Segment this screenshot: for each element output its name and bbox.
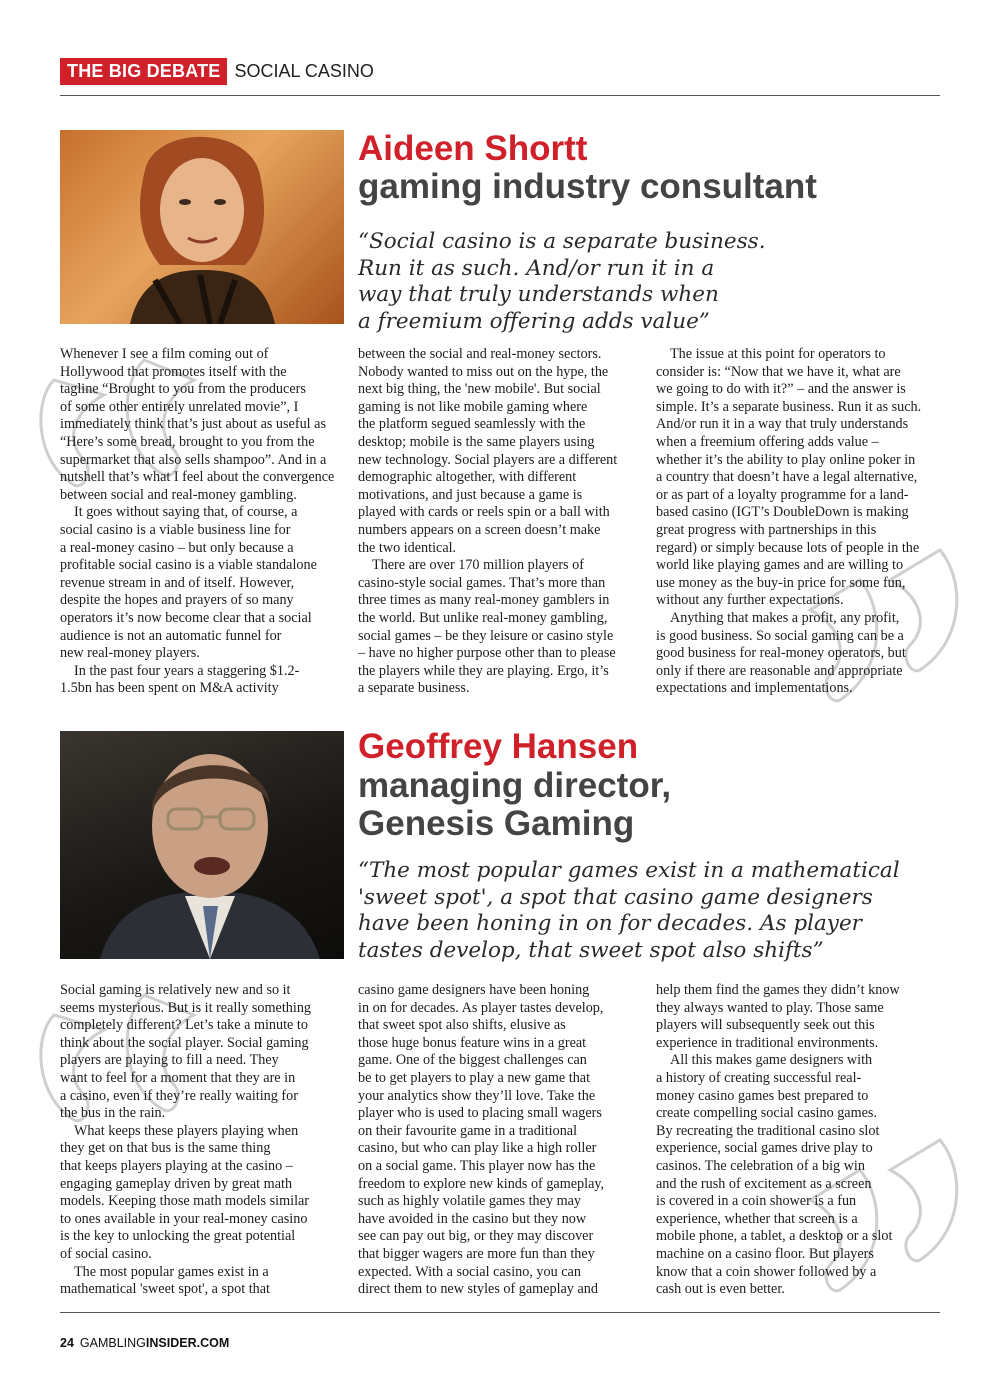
text-line: a separate business. (358, 680, 470, 697)
text-line: The issue at this point for operators to (670, 346, 886, 362)
text-line: consider is: “Now that we have it, what are (656, 363, 901, 380)
pull-quote-line: a freemium offering adds value” (358, 308, 710, 334)
text-line: “Here’s some bread, brought to you from the (60, 433, 315, 450)
text-line: have avoided in the casino but they now (358, 1210, 587, 1227)
text-line: based casino (IGT’s DoubleDown is making (656, 504, 909, 521)
pull-quote-line: “Social casino is a separate business. (358, 229, 766, 254)
text-line: experience, whether that screen is a (656, 1210, 858, 1227)
text-line: By recreating the traditional casino slot (656, 1122, 880, 1139)
text-line: desktop; mobile is the same players using (358, 433, 595, 450)
text-line: profitable social casino is a viable standalone (60, 557, 317, 574)
text-line: new technology. Social players are a different (358, 451, 618, 468)
text-line: without any further expectations. (656, 592, 844, 609)
text-line: a history of creating successful real- (656, 1069, 862, 1086)
text-line: Hollywood that promotes itself with the (60, 363, 287, 380)
text-line: despite the hopes and prayers of so many (60, 592, 294, 609)
text-line: when a freemium offering adds value – (656, 433, 879, 450)
text-line: direct them to new styles of gameplay and (358, 1281, 598, 1298)
text-line: numbers appears on a screen doesn’t make (358, 521, 601, 538)
pull-quote-2 (358, 858, 900, 964)
text-line: great progress with partnerships in this (656, 521, 877, 538)
text-line: your analytics show they’ll love. Take the (358, 1087, 596, 1104)
profile-role-line: managing director, (358, 766, 672, 805)
profile-role-1 (358, 168, 817, 206)
pull-quote-line: have been honing in on for decades. As player (358, 911, 862, 936)
section-header (60, 56, 374, 86)
text-line: a real-money casino – but only because a (60, 539, 294, 556)
text-line: Social gaming is relatively new and so it (60, 982, 291, 998)
text-line: Whenever I see a film coming out of (60, 346, 269, 362)
text-line: Nobody wanted to miss out on the hype, the (358, 363, 609, 380)
text-line: that keeps players playing at the casino – (60, 1157, 293, 1174)
text-line: And/or run it in a way that truly understands (656, 416, 909, 433)
text-line: whether it’s the ability to play online poker in (656, 451, 916, 468)
text-line: motivations, and just because a game is (358, 486, 583, 503)
text-line: help them find the games they didn’t know (656, 982, 900, 998)
text-line: that sweet spot also shifts, elusive as (358, 1017, 566, 1034)
header-rule (60, 95, 940, 96)
text-line: experience in traditional environments. (656, 1034, 879, 1051)
text-line: machine on a casino floor. But players (656, 1245, 874, 1262)
text-line: social casino is a viable business line for (60, 521, 291, 538)
text-line: What keeps these players playing when (74, 1122, 299, 1139)
text-line: money casino games best prepared to (656, 1087, 869, 1104)
page-number: 24 (60, 1336, 74, 1350)
pull-quote-line: tastes develop, that sweet spot also shifts” (358, 937, 824, 963)
text-line: want to feel for a moment that they are in (60, 1069, 296, 1086)
site-name-part-a: GAMBLING (79, 1336, 146, 1350)
text-line: completely different? Let’s take a minute to (60, 1017, 308, 1034)
text-line: be to get players to play a new game that (358, 1069, 591, 1086)
text-line: There are over 170 million players of (372, 557, 584, 574)
text-line: cash out is even better. (656, 1281, 785, 1298)
article-2-column-3 (656, 982, 946, 1299)
text-line: immediately think that’s just about as useful as (60, 416, 326, 433)
text-line: the world. But unlike real-money gambling, (358, 609, 608, 626)
text-line: mobile phone, a tablet, a desktop or a slot (656, 1228, 893, 1245)
text-line: players are playing to fill a need. They (60, 1052, 279, 1069)
text-line: Anything that makes a profit, any profit, (670, 609, 900, 626)
text-line: models. Keeping those math models similar (60, 1193, 310, 1210)
text-line: is good business. So social gaming can be a (656, 627, 904, 644)
text-line: a country that doesn’t have a legal alternative, (656, 469, 918, 486)
profile-role-2 (358, 767, 671, 843)
text-line: The most popular games exist in a (74, 1263, 269, 1280)
text-line: the platform segued seamlessly with the (358, 416, 586, 433)
article-2-column-2 (358, 982, 648, 1299)
article-1-column-1 (60, 346, 350, 698)
text-line: on their favourite game in a traditional (358, 1122, 578, 1139)
text-line: players will subsequently seek out this (656, 1017, 875, 1034)
text-line: 1.5bn has been spent on M&A activity (60, 680, 279, 697)
text-line: played with cards or reels spin or a ball with (358, 504, 610, 521)
profile-role-line: gaming industry consultant (358, 167, 817, 206)
text-line: of some other entirely unrelated movie”, I (60, 398, 299, 415)
text-line: next big thing, the 'new mobile'. But social (358, 381, 601, 398)
pull-quote-line: 'sweet spot', a spot that casino game designers (358, 884, 873, 910)
text-line: demographic altogether, with different (358, 469, 577, 486)
text-line: world like playing games and are willing to (656, 557, 904, 574)
text-line: in on for decades. As player tastes develop, (358, 999, 604, 1016)
site-name-part-c: .COM (196, 1336, 230, 1350)
text-line: create compelling social casino games. (656, 1105, 878, 1122)
text-line: the players while they are playing. Ergo, it’s (358, 662, 609, 679)
text-line: expected. With a social casino, you can (358, 1263, 581, 1280)
text-line: is covered in a coin shower is a fun (656, 1193, 857, 1210)
profile-name-1: Aideen Shortt (358, 129, 588, 168)
profile-name-2: Geoffrey Hansen (358, 727, 639, 766)
text-line: between social and real-money gambling. (60, 486, 297, 503)
text-line: revenue stream in and of itself. However, (60, 574, 295, 591)
profile-role-line: Genesis Gaming (358, 804, 635, 843)
text-line: casino-style social games. That’s more than (358, 574, 606, 591)
text-line: that bigger wagers are more fun than they (358, 1245, 595, 1262)
text-line: casino game designers have been honing (358, 982, 590, 998)
text-line: is the key to unlocking the great potential (60, 1228, 296, 1245)
text-line: see can pay out big, or they may discover (358, 1228, 594, 1245)
text-line: such as highly volatile games they may (358, 1193, 582, 1210)
text-line: tagline “Brought to you from the producers (60, 381, 306, 398)
text-line: they always wanted to play. Those same (656, 999, 884, 1016)
text-line: engaging gameplay driven by great math (60, 1175, 293, 1192)
text-line: All this makes game designers with (670, 1052, 873, 1069)
pull-quote-line: “The most popular games exist in a mathematical (358, 858, 900, 883)
text-line: only if there are reasonable and appropriate (656, 662, 903, 679)
text-line: seems mysterious. But is it really something (60, 999, 312, 1016)
pull-quote-line: way that truly understands when (358, 282, 719, 307)
footer-rule (60, 1312, 940, 1313)
text-line: new real-money players. (60, 645, 200, 662)
article-1-column-2 (358, 346, 648, 698)
text-line: the two identical. (358, 539, 457, 556)
text-line: regard) or simply because lots of people in the (656, 539, 920, 556)
text-line: nutshell that’s what I feel about the convergence (60, 469, 335, 486)
text-line: good business for real-money operators, but (656, 645, 906, 662)
text-line: It goes without saying that, of course, a (74, 504, 298, 521)
section-label: SOCIAL CASINO (234, 60, 374, 81)
text-line: think about the social player. Social gaming (60, 1034, 309, 1051)
text-line: casino, but who can play like a high roller (358, 1140, 597, 1157)
portrait-photo-geoffrey-hansen (60, 731, 344, 959)
text-line: we going to do with it?” – and the answer is (656, 381, 906, 398)
text-line: know that a coin shower followed by a (656, 1263, 877, 1280)
text-line: simple. It’s a separate business. Run it as such. (656, 398, 922, 415)
text-line: expectations and implementations. (656, 680, 853, 697)
pull-quote-line: Run it as such. And/or run it in a (358, 255, 715, 281)
text-line: those huge bonus feature wins in a great (358, 1034, 587, 1051)
text-line: casinos. The celebration of a big win (656, 1157, 865, 1174)
text-line: a casino, even if they’re really waiting for (60, 1087, 298, 1104)
text-line: they get on that bus is the same thing (60, 1140, 271, 1157)
section-tag: THE BIG DEBATE (60, 58, 227, 85)
text-line: social games – be they leisure or casino style (358, 627, 614, 644)
text-line: experience, social games drive play to (656, 1140, 873, 1157)
text-line: three times as many real-money gamblers in (358, 592, 610, 609)
text-line: and the rush of excitement as a screen (656, 1175, 872, 1192)
text-line: operators it’s now become clear that a social (60, 609, 312, 626)
text-line: game. One of the biggest challenges can (358, 1052, 587, 1069)
text-line: between the social and real-money sectors. (358, 346, 602, 362)
text-line: supermarket that also sells shampoo”. And in a (60, 451, 327, 468)
text-line: audience is not an automatic funnel for (60, 627, 282, 644)
text-line: on a social game. This player now has the (358, 1157, 596, 1174)
text-line: mathematical 'sweet spot', a spot that (60, 1281, 270, 1298)
page-footer (60, 1336, 229, 1350)
text-line: freedom to explore new kinds of gameplay, (358, 1175, 605, 1192)
portrait-photo-aideen-shortt (60, 130, 344, 324)
text-line: In the past four years a staggering $1.2- (74, 662, 300, 679)
article-2-column-1 (60, 982, 350, 1299)
pull-quote-1 (358, 229, 766, 335)
text-line: or as part of a loyalty programme for a land- (656, 486, 909, 503)
site-name-part-b: INSIDER (145, 1336, 197, 1350)
text-line: player who is used to placing small wagers (358, 1105, 602, 1122)
article-1-column-3 (656, 346, 946, 698)
text-line: use money as the buy-in price for some fun, (656, 574, 906, 591)
text-line: – have no higher purpose other than to please (358, 645, 616, 662)
text-line: of social casino. (60, 1245, 152, 1262)
text-line: gaming is not like mobile gaming where (358, 398, 588, 415)
text-line: to ones available in your real-money casino (60, 1210, 308, 1227)
text-line: the bus in the rain. (60, 1105, 166, 1122)
